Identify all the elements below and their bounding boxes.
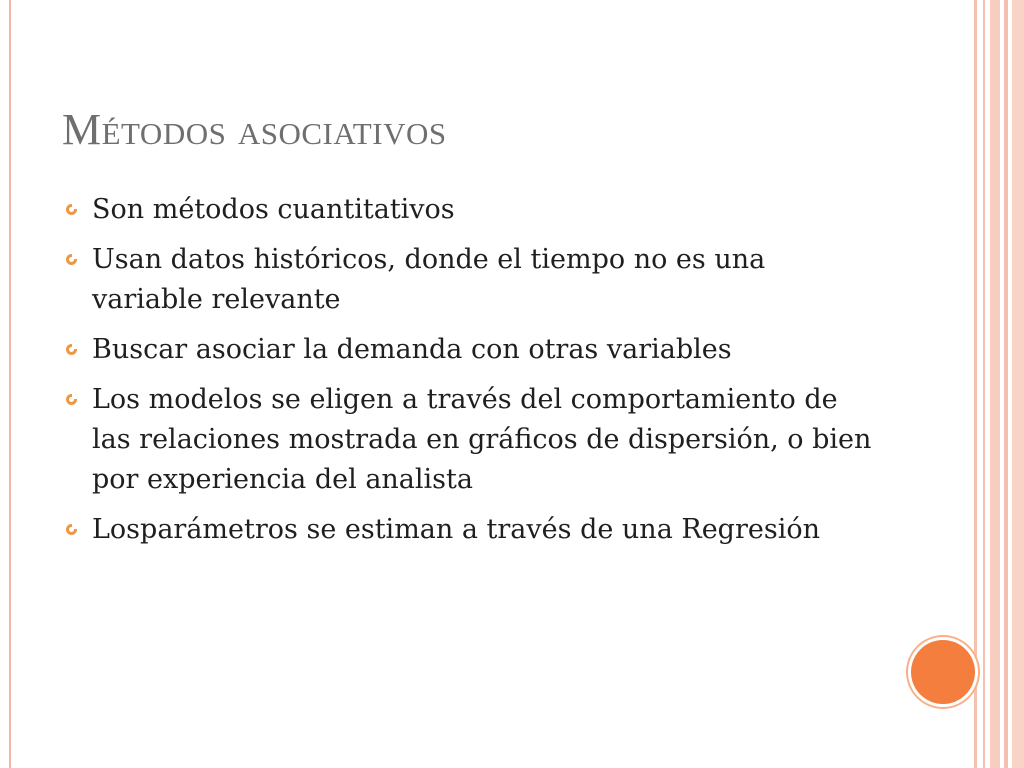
orange-circle-icon [911,640,975,704]
bullet-item [64,190,884,230]
open-ring-bullet-icon [66,204,77,215]
slide-title: Métodos asociativos [62,105,447,154]
bullet-item [64,380,884,500]
bullet-item [64,330,884,370]
bullet-list [64,190,884,560]
right-stripe-1 [974,0,977,768]
bullet-item [64,510,884,550]
right-stripe-3 [990,0,1000,768]
bullet-text: Los modelos se eligen a través del comportamiento de las relaciones mostrada en gráficos de dispersión, o bien por experiencia del analista [92,384,872,495]
right-stripe-2 [983,0,985,768]
open-ring-bullet-icon [66,254,77,265]
right-stripe-4 [1004,0,1008,768]
bullet-text: Losparámetros se estiman a través de una Regresión [92,514,820,545]
open-ring-bullet-icon [66,344,77,355]
open-ring-bullet-icon [66,524,77,535]
bullet-item [64,240,884,320]
open-ring-bullet-icon [66,394,77,405]
right-stripe-5 [1012,0,1024,768]
left-decorative-stripe [9,0,11,768]
right-decorative-stripes [974,0,1024,768]
bullet-text: Son métodos cuantitativos [92,194,455,225]
bullet-text: Buscar asociar la demanda con otras variables [92,334,732,365]
bullet-text: Usan datos históricos, donde el tiempo no es una variable relevante [92,244,766,315]
